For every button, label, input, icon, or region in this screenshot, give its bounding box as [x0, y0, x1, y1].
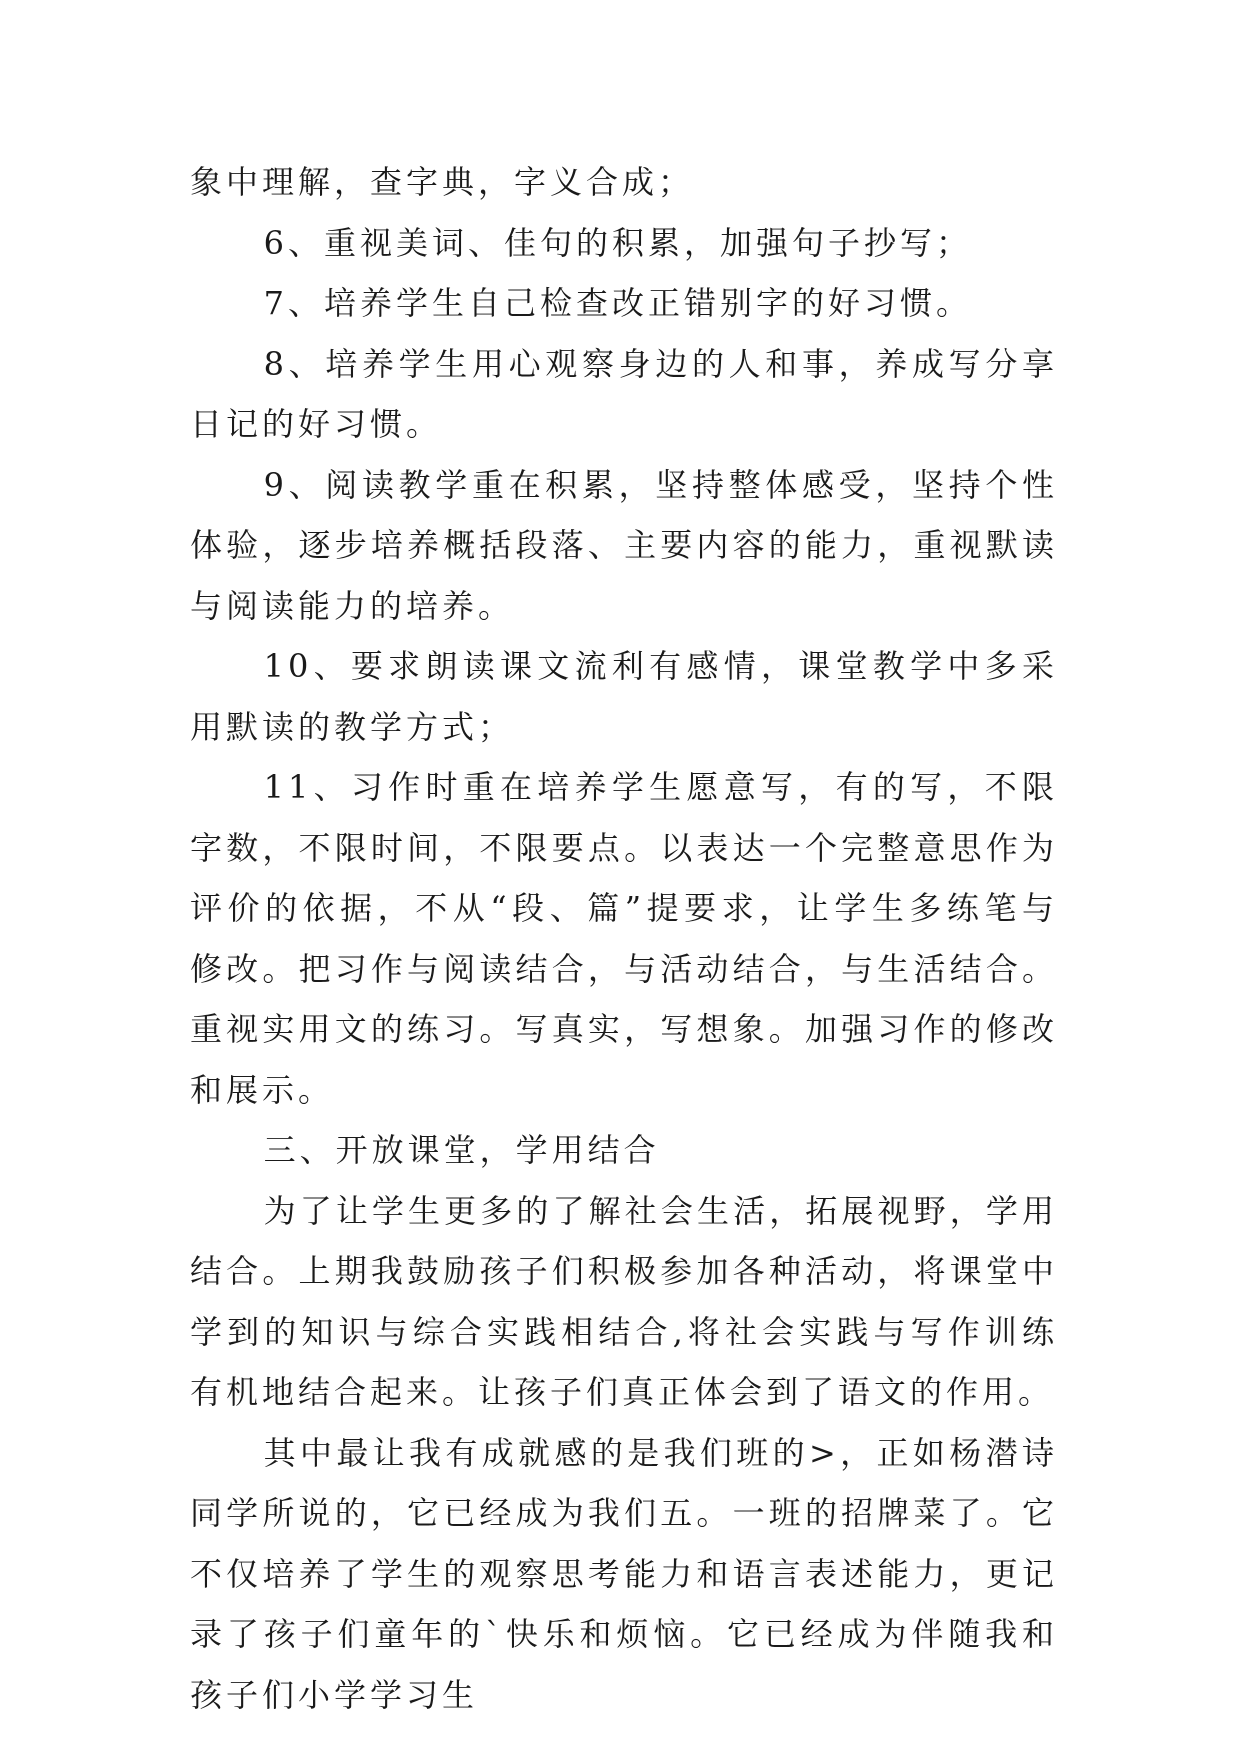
paragraph-item-11: 11、习作时重在培养学生愿意写，有的写，不限字数，不限时间，不限要点。以表达一个完整意思作为评价的依据，不从“段、篇”提要求，让学生多练笔与修改。把习作与阅读结合，与活动结合，与生活结合。重视实用文的练习。写真实，写想象。加强习作的修改和展示。 — [190, 768, 1058, 1109]
paragraph-item-8: 8、培养学生用心观察身边的人和事，养成写分享日记的好习惯。 — [190, 344, 1058, 443]
document-body — [190, 152, 1058, 1725]
paragraph-item-6: 6、重视美词、佳句的积累，加强句子抄写； — [263, 223, 972, 262]
paragraph-continuation: 象中理解，查字典，字义合成； — [190, 163, 695, 201]
paragraph-practice: 为了让学生更多的了解社会生活，拓展视野，学用结合。上期我鼓励孩子们积极参加各种活动，将课堂中学到的知识与综合实践相结合,将社会实践与写作训练有机地结合起来。让孩子们真正体会到了语文的作用。 — [190, 1191, 1058, 1411]
paragraph-achievement: 其中最让我有成就感的是我们班的>，正如杨潜诗同学所说的，它已经成为我们五。一班的招牌菜了。它不仅培养了学生的观察思考能力和语言表述能力，更记录了孩子们童年的`快乐和烦恼。它已经成为伴随我和孩子们小学学习生 — [190, 1433, 1058, 1714]
section-heading: 三、开放课堂，学用结合 — [263, 1131, 660, 1169]
paragraph-item-9: 9、阅读教学重在积累，坚持整体感受，坚持个性体验，逐步培养概括段落、主要内容的能力，重视默读与阅读能力的培养。 — [190, 465, 1058, 625]
paragraph-item-10: 10、要求朗读课文流利有感情，课堂教学中多采用默读的教学方式； — [190, 647, 1058, 746]
paragraph-item-7: 7、培养学生自己检查改正错别字的好习惯。 — [263, 284, 972, 322]
